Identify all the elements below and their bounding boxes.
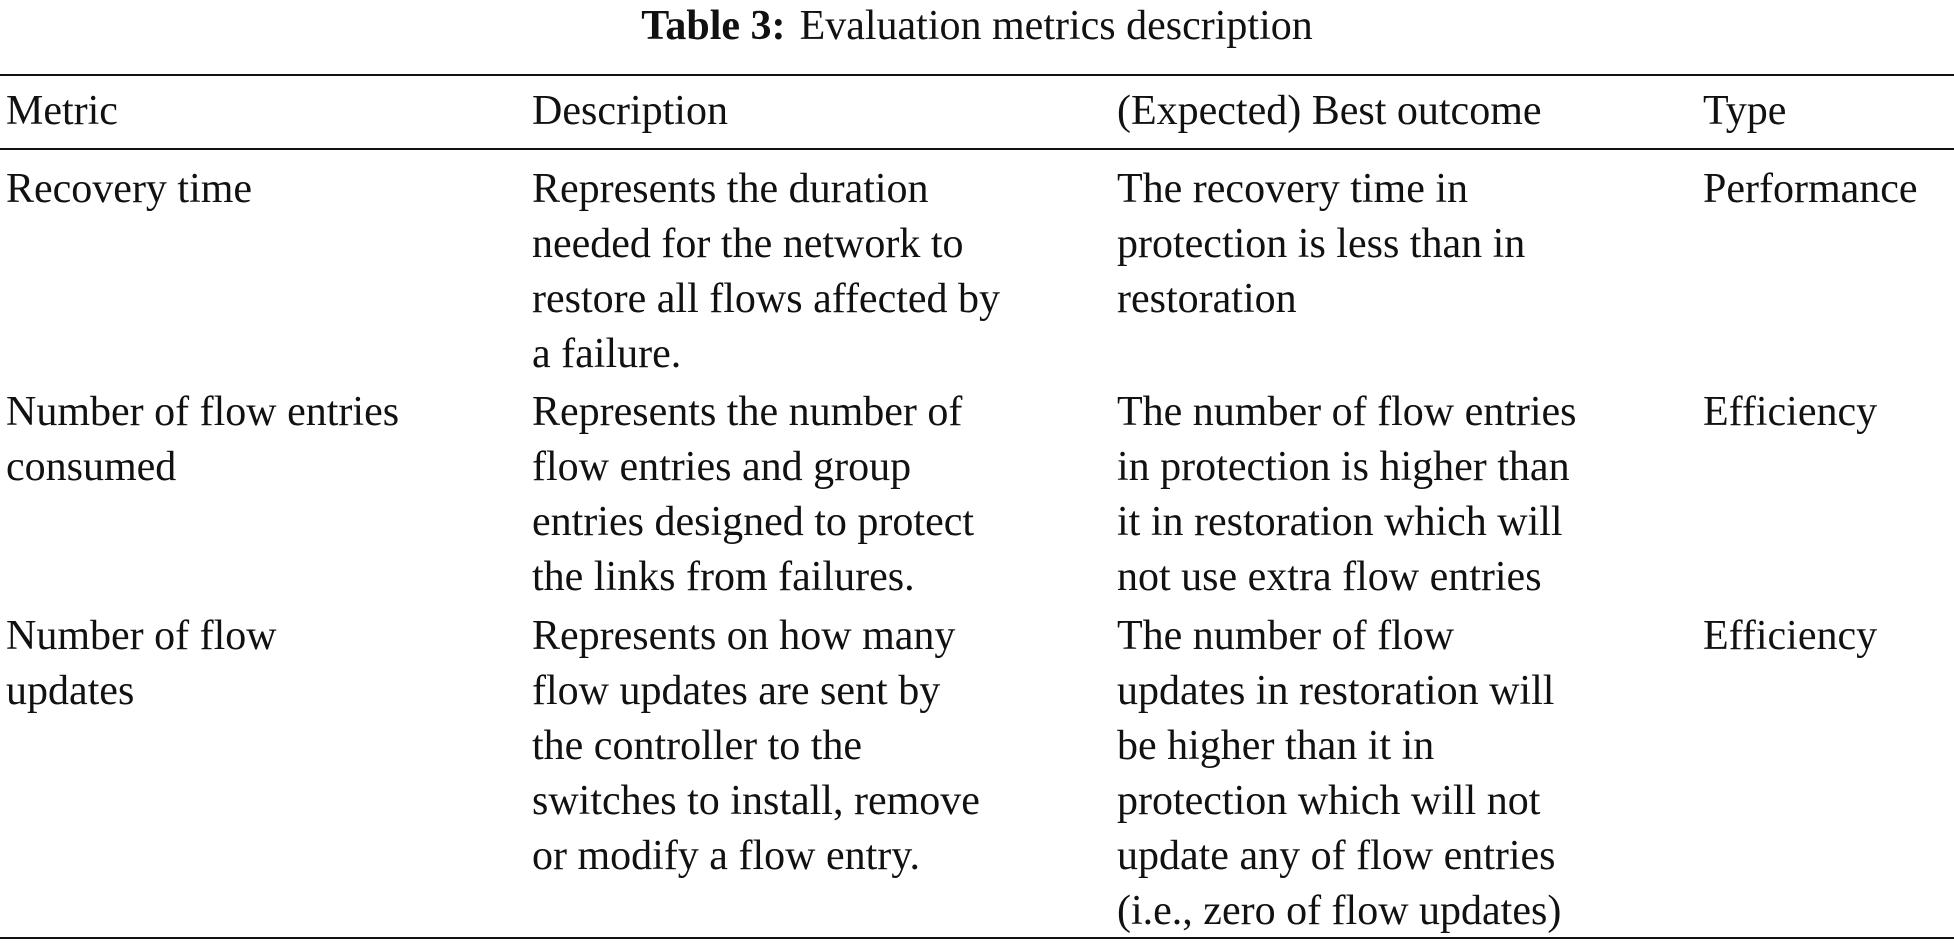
cell-metric	[6, 385, 399, 495]
cell-line: Represents on how many	[532, 613, 956, 659]
cell-line: restoration	[1117, 276, 1297, 322]
cell-line: flow entries and group	[532, 444, 912, 490]
cell-line: entries designed to protect	[532, 499, 975, 545]
cell-line: updates	[6, 668, 135, 714]
cell-line: not use extra flow entries	[1117, 554, 1542, 600]
table-bottom-rule	[0, 937, 1954, 939]
cell-line: in protection is higher than	[1117, 444, 1570, 490]
table-caption-label: Table 3:	[641, 3, 786, 49]
cell-line: Represents the duration	[532, 166, 929, 212]
cell-line: updates in restoration will	[1117, 668, 1555, 714]
header-metric: Metric	[6, 88, 118, 134]
cell-line: protection is less than in	[1117, 221, 1526, 267]
cell-line: the controller to the	[532, 723, 863, 769]
header-type: Type	[1703, 88, 1787, 134]
cell-line: The number of flow	[1117, 613, 1455, 659]
table-header-rule	[0, 148, 1954, 150]
cell-line: restore all flows affected by	[532, 276, 1001, 322]
cell-metric	[6, 609, 277, 719]
cell-line: Number of flow entries	[6, 389, 400, 435]
header-best-outcome: (Expected) Best outcome	[1117, 88, 1542, 134]
cell-best-outcome	[1117, 609, 1561, 939]
cell-line: Recovery time	[6, 166, 253, 212]
cell-line: needed for the network to	[532, 221, 964, 267]
cell-line: Efficiency	[1703, 389, 1878, 435]
cell-metric	[6, 162, 252, 217]
cell-line: protection which will not	[1117, 778, 1541, 824]
cell-line: The number of flow entries	[1117, 389, 1577, 435]
cell-line: Represents the number of	[532, 389, 963, 435]
cell-line: Efficiency	[1703, 613, 1878, 659]
table-caption	[0, 2, 1954, 50]
cell-description	[532, 162, 1000, 382]
cell-line: consumed	[6, 444, 177, 490]
cell-best-outcome	[1117, 162, 1525, 327]
cell-line: update any of flow entries	[1117, 833, 1556, 879]
header-description: Description	[532, 88, 728, 134]
cell-description	[532, 609, 980, 884]
cell-description	[532, 385, 974, 605]
cell-line: Number of flow	[6, 613, 277, 659]
cell-line: the links from failures.	[532, 554, 915, 600]
table-top-rule	[0, 74, 1954, 76]
cell-best-outcome	[1117, 385, 1577, 605]
cell-line: The recovery time in	[1117, 166, 1469, 212]
cell-type	[1703, 609, 1877, 664]
cell-line: Performance	[1703, 166, 1918, 212]
cell-line: switches to install, remove	[532, 778, 980, 824]
cell-line: be higher than it in	[1117, 723, 1435, 769]
cell-line: (i.e., zero of flow updates)	[1117, 888, 1562, 934]
cell-line: flow updates are sent by	[532, 668, 941, 714]
table-caption-title: Evaluation metrics description	[799, 3, 1313, 49]
cell-type	[1703, 162, 1918, 217]
cell-line: a failure.	[532, 331, 682, 377]
cell-type	[1703, 385, 1877, 440]
cell-line: or modify a flow entry.	[532, 833, 921, 879]
cell-line: it in restoration which will	[1117, 499, 1563, 545]
